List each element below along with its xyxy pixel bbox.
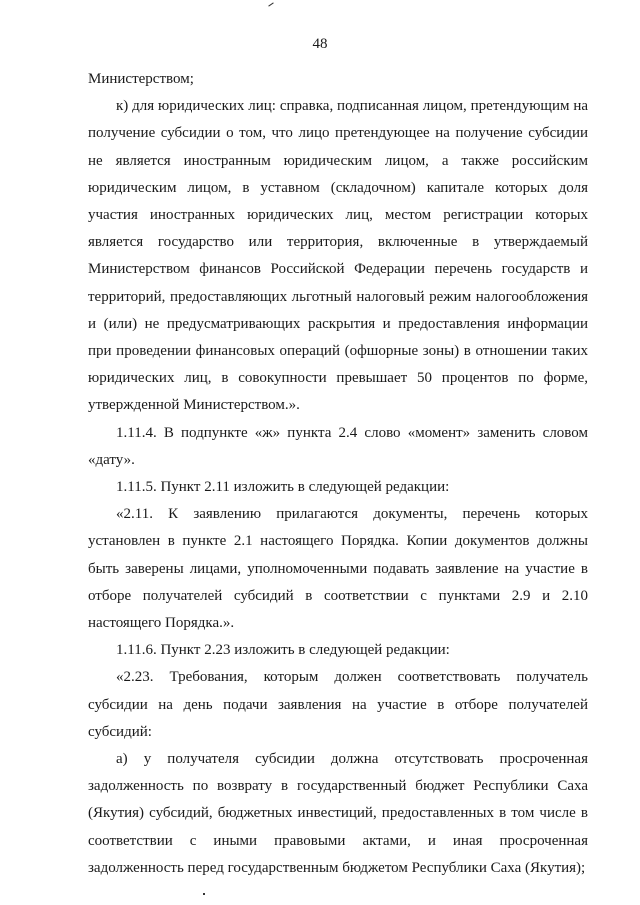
scan-artifact	[268, 2, 273, 6]
paragraph: 1.11.4. В подпункте «ж» пункта 2.4 слово «момент» заменить словом «дату».	[88, 424, 588, 468]
paragraph: к) для юридических лиц: справка, подписанная лицом, претендующим на получение субсидии о том, что лицо претендующее на получение субсидии не является иностранным юридическим лицом, а также российским юридическим лицом, в уставном (складочном) капитале которых доля участия иностранных юридических лиц, местом регистрации которых является государство или территория, включенные в утверждаемый Министерством финансов Российской Федерации перечень государств и территорий, предоставляющих льготный налоговый режим налогообложения и (или) не предусматривающих раскрытия и предоставления информации при проведении финансовых операций (офшорные зоны) в отношении таких юридических лиц, в совокупности превышает 50 процентов по форме, утвержденной Министерством.».	[88, 98, 588, 414]
paragraph: а) у получателя субсидии должна отсутствовать просроченная задолженность по возврату в государственный бюджет Республики Саха (Якутия) субсидий, бюджетных инвестиций, предоставленных в том числе в соответствии с иными правовыми актами, и иная просроченная задолженность перед государственным бюджетом Республики Саха (Якутия);	[88, 751, 588, 876]
paragraph: «2.23. Требования, которым должен соответствовать получатель субсидии на день подачи заявления на участие в отборе получателей субсидий:	[88, 669, 588, 740]
paragraph: «2.11. К заявлению прилагаются документы, перечень которых установлен в пункте 2.1 настоящего Порядка. Копии документов должны быть заверены лицами, уполномоченными подавать заявление на участие в отборе получателей субсидий в соответствии с пунктами 2.9 и 2.10 настоящего Порядка.».	[88, 506, 588, 632]
paragraph: 1.11.6. Пункт 2.23 изложить в следующей редакции:	[116, 642, 450, 659]
scan-artifact	[203, 893, 205, 895]
paragraph: 1.11.5. Пункт 2.11 изложить в следующей редакции:	[116, 479, 450, 496]
document-body	[88, 66, 588, 882]
paragraph: Министерством;	[88, 71, 194, 87]
page-number: 48	[312, 36, 328, 52]
